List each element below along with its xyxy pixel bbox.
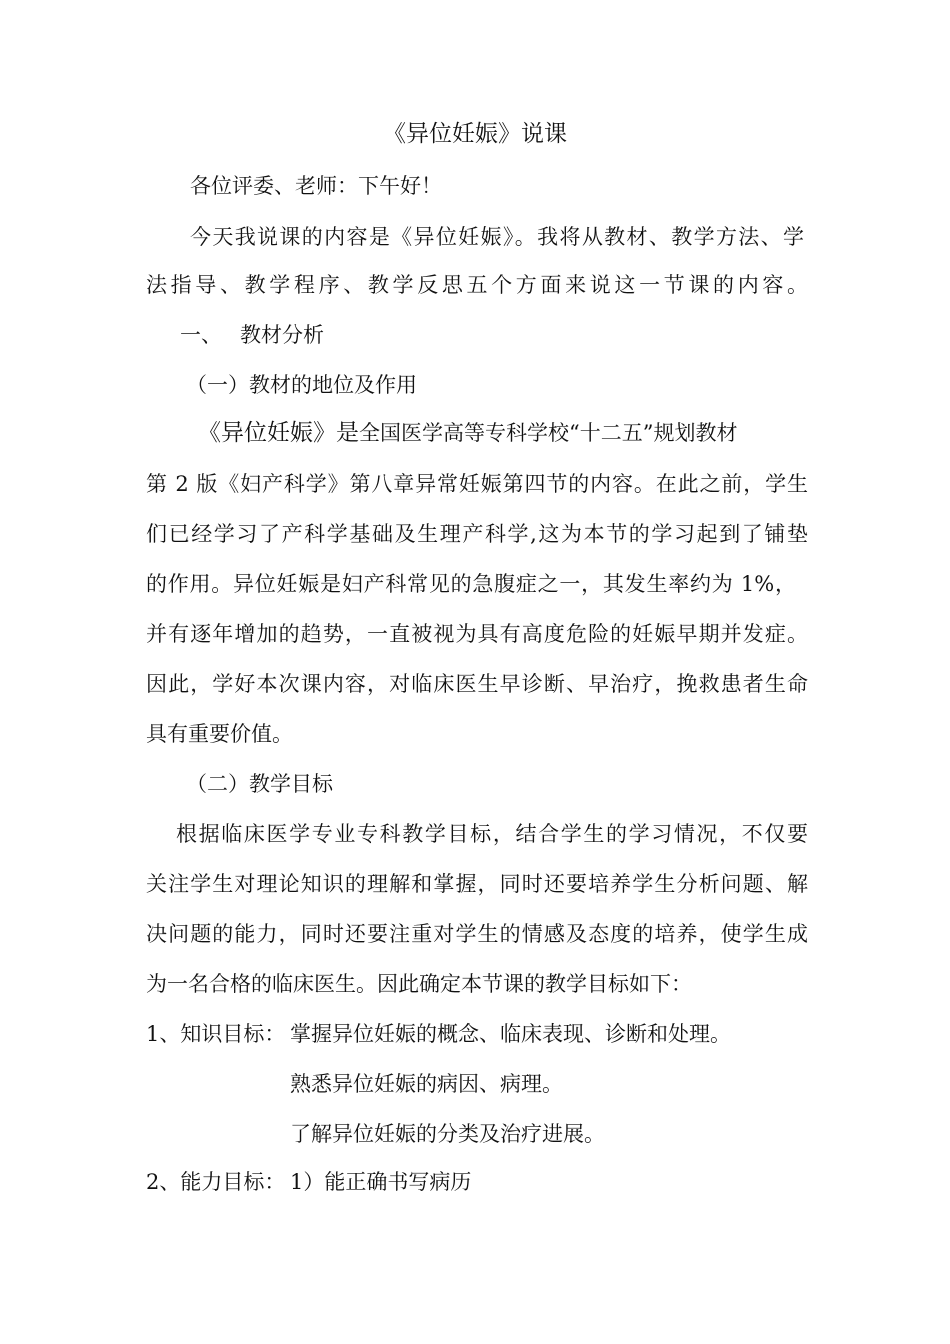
subsection-1-line-2: 第 2 版《妇产科学》第八章异常妊娠第四节的内容。在此之前，学生 [146,472,808,496]
subsection-1-lead: 《异位妊娠》是 [198,420,359,446]
greeting: 各位评委、老师：下午好！ [190,174,442,198]
subsection-2-line-4: 为一名合格的临床医生。因此确定本节课的教学目标如下： [146,972,692,996]
subsection-2-line-3: 决问题的能力，同时还要注重对学生的情感及态度的培养，使学生成 [146,922,808,946]
subsection-1-line-4: 的作用。异位妊娠是妇产科常见的急腹症之一，其发生率约为 1%， [146,572,796,596]
subsection-1-line-3: 们已经学习了产科学基础及生理产科学,这为本节的学习起到了铺垫 [146,522,808,546]
document-title: 《异位妊娠》说课 [383,121,567,147]
intro-line-2: 法指导、教学程序、教学反思五个方面来说这一节课的内容。 [146,273,808,297]
subsection-1-line-7: 具有重要价值。 [146,722,293,746]
intro-line-1: 今天我说课的内容是《异位妊娠》。我将从教材、教学方法、学 [190,225,804,249]
knowledge-goal-1: 掌握异位妊娠的概念、临床表现、诊断和处理。 [290,1022,731,1046]
subsection-1-title: （一）教材的地位及作用 [186,373,417,397]
section-1-number: 一、 [180,323,222,347]
subsection-2-title: （二）教学目标 [186,772,333,796]
knowledge-goal-2: 熟悉异位妊娠的病因、病理。 [290,1072,563,1096]
subsection-1-line-1-rest: 全国医学高等专科学校“十二五”规划教材 [359,421,738,445]
subsection-2-line-1: 根据临床医学专业专科教学目标，结合学生的学习情况，不仅要 [176,822,808,846]
subsection-2-line-2: 关注学生对理论知识的理解和掌握，同时还要培养学生分析问题、解 [146,872,808,896]
subsection-1-line-6: 因此，学好本次课内容，对临床医生早诊断、早治疗，挽救患者生命 [146,672,808,696]
knowledge-goal-label: 1、知识目标： [146,1022,286,1046]
subsection-1-line-5: 并有逐年增加的趋势，一直被视为具有高度危险的妊娠早期并发症。 [146,622,808,646]
section-1-title: 教材分析 [240,323,324,347]
ability-goal-label: 2、能力目标： [146,1170,286,1194]
knowledge-goal-3: 了解异位妊娠的分类及治疗进展。 [290,1122,605,1146]
subsection-1-line-1 [198,418,806,448]
ability-goal-1: 1）能正确书写病历 [290,1170,472,1194]
